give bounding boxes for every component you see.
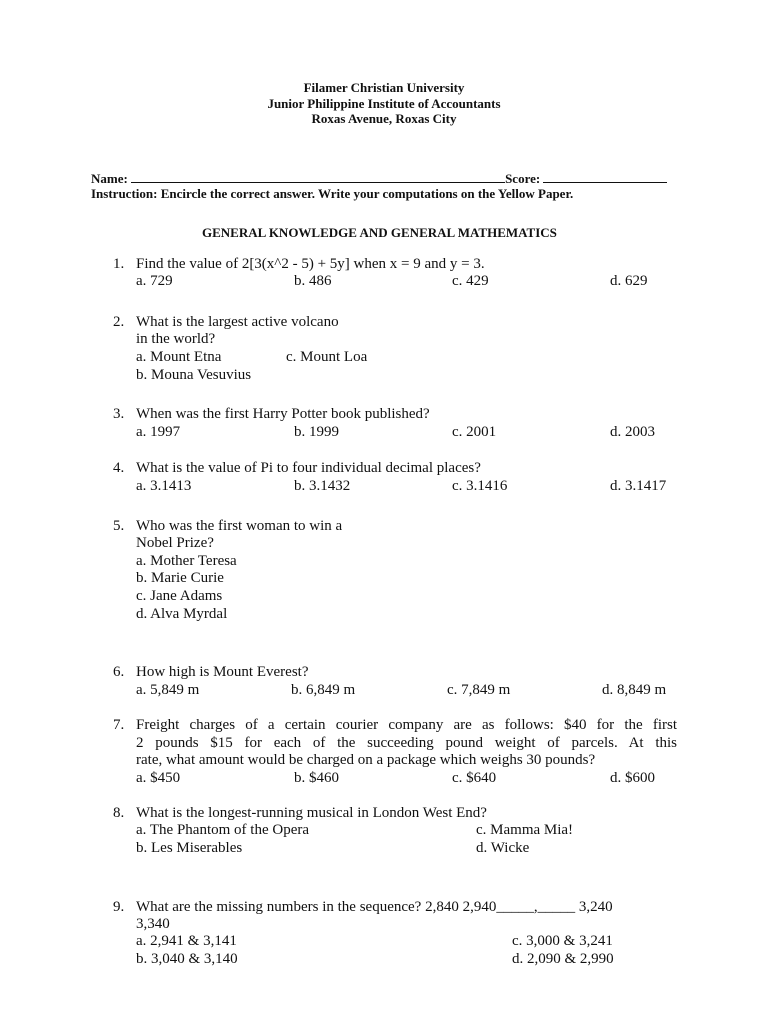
choice-c[interactable]: c. Mount Loa — [286, 349, 368, 365]
question-text: What are the missing numbers in the sequence? 2,840 2,940_____,_____ 3,240 — [136, 899, 613, 915]
choice-b[interactable]: b. $460 — [294, 770, 339, 786]
choice-a[interactable]: a. 3.1413 — [136, 478, 192, 494]
question-text: 3,340 — [136, 916, 170, 932]
question-number: 8. — [113, 805, 125, 821]
question-number: 1. — [113, 256, 125, 272]
choice-c[interactable]: c. 7,849 m — [447, 682, 511, 698]
question-text: What is the longest-running musical in London West End? — [136, 805, 487, 821]
university-name: Filamer Christian University — [303, 80, 465, 95]
choice-b[interactable]: b. 1999 — [294, 424, 339, 440]
question-number: 7. — [113, 717, 125, 733]
choice-a[interactable]: a. $450 — [136, 770, 181, 786]
question-number: 9. — [113, 899, 125, 915]
question-text: How high is Mount Everest? — [136, 664, 309, 680]
choice-a[interactable]: a. The Phantom of the Opera — [136, 822, 310, 838]
choice-a[interactable]: a. Mother Teresa — [136, 553, 237, 569]
question-text: Find the value of 2[3(x^2 - 5) + 5y] when x = 9 and y = 3. — [136, 256, 485, 272]
choice-d[interactable]: d. 2,090 & 2,990 — [512, 951, 614, 967]
question-text: What is the largest active volcano — [136, 314, 339, 330]
instruction: Instruction: Encircle the correct answer. Write your computations on the Yellow Paper. — [91, 186, 574, 201]
choice-c[interactable]: c. $640 — [452, 770, 497, 786]
question-text: in the world? — [136, 331, 216, 347]
choice-c[interactable]: c. 3,000 & 3,241 — [512, 933, 613, 949]
name-blank[interactable] — [131, 170, 505, 183]
choice-a[interactable]: a. 729 — [136, 273, 173, 289]
choice-d[interactable]: d. 8,849 m — [602, 682, 667, 698]
choice-c[interactable]: c. Mamma Mia! — [476, 822, 574, 838]
question-number: 4. — [113, 460, 125, 476]
choice-d[interactable]: d. 3.1417 — [610, 478, 667, 494]
choice-d[interactable]: d. 2003 — [610, 424, 655, 440]
choice-d[interactable]: d. $600 — [610, 770, 655, 786]
score-label: Score: — [505, 171, 541, 186]
choice-d[interactable]: d. 629 — [610, 273, 648, 289]
question-text: Freight charges of a certain courier company are as follows: $40 for the first — [136, 717, 677, 733]
choice-d[interactable]: d. Wicke — [476, 840, 530, 856]
choice-a[interactable]: a. 2,941 & 3,141 — [136, 933, 237, 949]
question-text: Nobel Prize? — [136, 535, 214, 551]
choice-a[interactable]: a. 5,849 m — [136, 682, 200, 698]
choice-b[interactable]: b. 6,849 m — [291, 682, 356, 698]
choice-b[interactable]: b. 3.1432 — [294, 478, 351, 494]
choice-c[interactable]: c. 2001 — [452, 424, 497, 440]
choice-c[interactable]: c. 429 — [452, 273, 489, 289]
choice-b[interactable]: b. Marie Curie — [136, 570, 224, 586]
question-text: What is the value of Pi to four individual decimal places? — [136, 460, 481, 476]
choice-b[interactable]: b. 3,040 & 3,140 — [136, 951, 238, 967]
question-number: 6. — [113, 664, 125, 680]
question-number: 3. — [113, 406, 125, 422]
choice-c[interactable]: c. Jane Adams — [136, 588, 223, 604]
organization-name: Junior Philippine Institute of Accountants — [267, 96, 501, 111]
choice-b[interactable]: b. Mouna Vesuvius — [136, 367, 252, 383]
choice-b[interactable]: b. Les Miserables — [136, 840, 243, 856]
choice-a[interactable]: a. 1997 — [136, 424, 181, 440]
question-number: 2. — [113, 314, 125, 330]
section-title: GENERAL KNOWLEDGE AND GENERAL MATHEMATICS — [202, 225, 557, 240]
name-label: Name: — [91, 171, 128, 186]
question-number: 5. — [113, 518, 125, 534]
score-blank[interactable] — [543, 170, 667, 183]
choice-a[interactable]: a. Mount Etna — [136, 349, 222, 365]
choice-d[interactable]: d. Alva Myrdal — [136, 606, 228, 622]
question-text: When was the first Harry Potter book published? — [136, 406, 430, 422]
address: Roxas Avenue, Roxas City — [311, 111, 457, 126]
choice-c[interactable]: c. 3.1416 — [452, 478, 508, 494]
choice-b[interactable]: b. 486 — [294, 273, 332, 289]
question-text: 2 pounds $15 for each of the succeeding pound weight of parcels. At this — [136, 735, 677, 751]
question-text: Who was the first woman to win a — [136, 518, 343, 534]
question-text: rate, what amount would be charged on a package which weighs 30 pounds? — [136, 752, 596, 768]
